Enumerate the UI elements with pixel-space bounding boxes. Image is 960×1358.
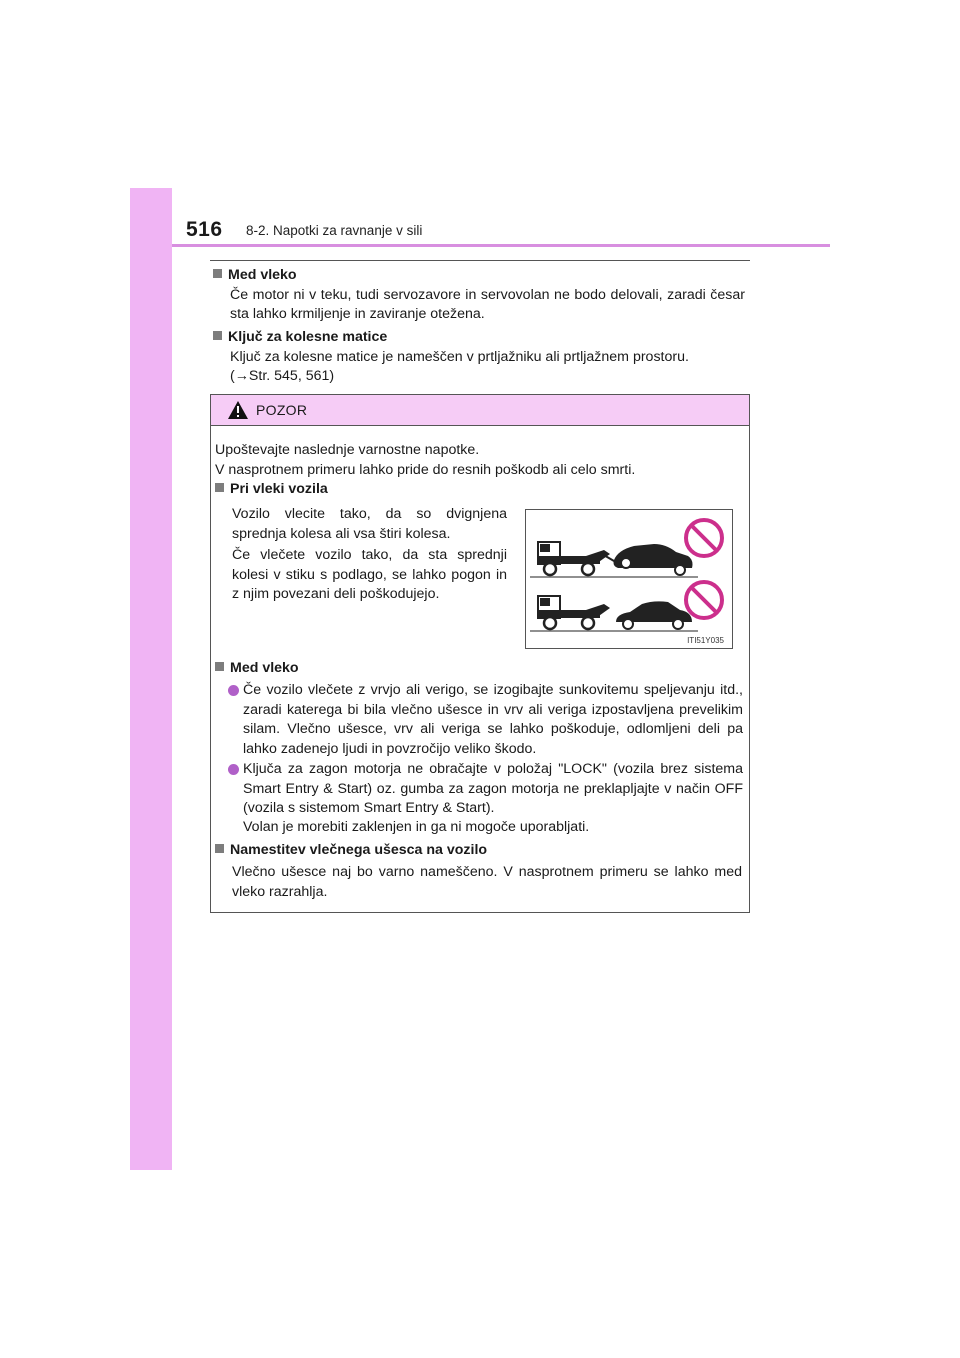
square-bullet-icon — [213, 331, 222, 340]
heading-towing-vehicle — [215, 480, 328, 500]
towing-eye-text: Vlečno ušesce naj bo varno nameščeno. V nasprotnem primeru se lahko med vleko razrahlja. — [232, 864, 742, 900]
heading-during-towing-text: Med vleko — [230, 660, 299, 676]
heading-wheel-nut-wrench: Ključ za kolesne matice — [228, 329, 388, 345]
section-title: 8-2. Napotki za ravnanje v sili — [246, 223, 423, 238]
caution-intro-line-2: V nasprotnem primeru lahko pride do resnih poškodb ali celo smrti. — [215, 461, 636, 478]
towing-during-text: Če motor ni v teku, tudi servozavore in servovolan ne bodo delovali, zaradi česar sta lahko krmiljenje in zaviranje otežena. — [230, 286, 745, 322]
caution-box — [210, 394, 750, 913]
bullet-item — [211, 681, 743, 759]
tow-scene-wheels-down — [530, 520, 722, 577]
chapter-side-bar — [130, 188, 172, 1170]
towing-vehicle-text-1: Vozilo vlecite tako, da so dvignjena sprednja kolesa ali vsa štiri kolesa. — [232, 506, 507, 542]
heading-towing-vehicle-text: Pri vleki vozila — [230, 481, 328, 497]
towing-during-block — [213, 266, 745, 325]
steering-lock-note: Volan je morebiti zaklenjen in ga ni mogoče uporabljati. — [243, 819, 590, 835]
bullet-item — [211, 760, 743, 819]
towing-illustration — [525, 509, 733, 649]
square-bullet-icon — [215, 844, 224, 853]
round-bullet-icon — [228, 685, 239, 696]
tow-scene-flat — [530, 582, 722, 631]
warning-icon — [227, 400, 249, 420]
header-rule — [172, 244, 830, 247]
figure-code: ITI51Y035 — [687, 636, 724, 645]
heading-towing-eye — [215, 841, 487, 861]
square-bullet-icon — [215, 662, 224, 671]
wheel-nut-wrench-block — [213, 328, 745, 387]
heading-towing-eye-text: Namestitev vlečnega ušesca na vozilo — [230, 842, 488, 858]
wheel-nut-wrench-text: Ključ za kolesne matice je nameščen v prtljažniku ali prtljažnem prostoru. — [230, 348, 689, 365]
tow-truck-illustration — [526, 510, 732, 648]
caution-title: POZOR — [256, 402, 308, 418]
square-bullet-icon — [215, 483, 224, 492]
square-bullet-icon — [213, 269, 222, 278]
divider — [210, 260, 750, 261]
bullet-text-2: Ključa za zagon motorja ne obračajte v položaj "LOCK" (vozila brez sistema Smart Entry & Start) oz. gumba za zagon motorja ne preklapljajte v način OFF (vozila s sistemom Smart Entry & Start). — [243, 761, 743, 816]
towing-vehicle-text-2: Če vlečete vozilo tako, da sta sprednji kolesi v stiku s podlago, se lahko pogon in z njim povezani deli poškodujejo. — [232, 547, 507, 602]
page-number: 516 — [186, 218, 223, 241]
round-bullet-icon — [228, 764, 239, 775]
heading-towing-during: Med vleko — [228, 267, 297, 283]
caution-intro — [215, 441, 743, 480]
heading-during-towing — [215, 659, 299, 679]
page-reference: (→Str. 545, 561) — [230, 368, 335, 384]
bullet-text-1: Če vozilo vlečete z vrvjo ali verigo, se izogibajte sunkovitemu speljevanju itd., zaradi katerega bi bila vlečno ušesce in vrv ali veriga izpostavljena prevelikim silam. Vlečno ušesce, vrv ali veriga se lahko poškoduje, odlomljeni deli pa lahko zadenejo ljudi in povzročijo veliko škodo. — [243, 682, 743, 757]
caution-header — [211, 395, 749, 426]
caution-intro-line-1: Upoštevajte naslednje varnostne napotke. — [215, 442, 480, 458]
